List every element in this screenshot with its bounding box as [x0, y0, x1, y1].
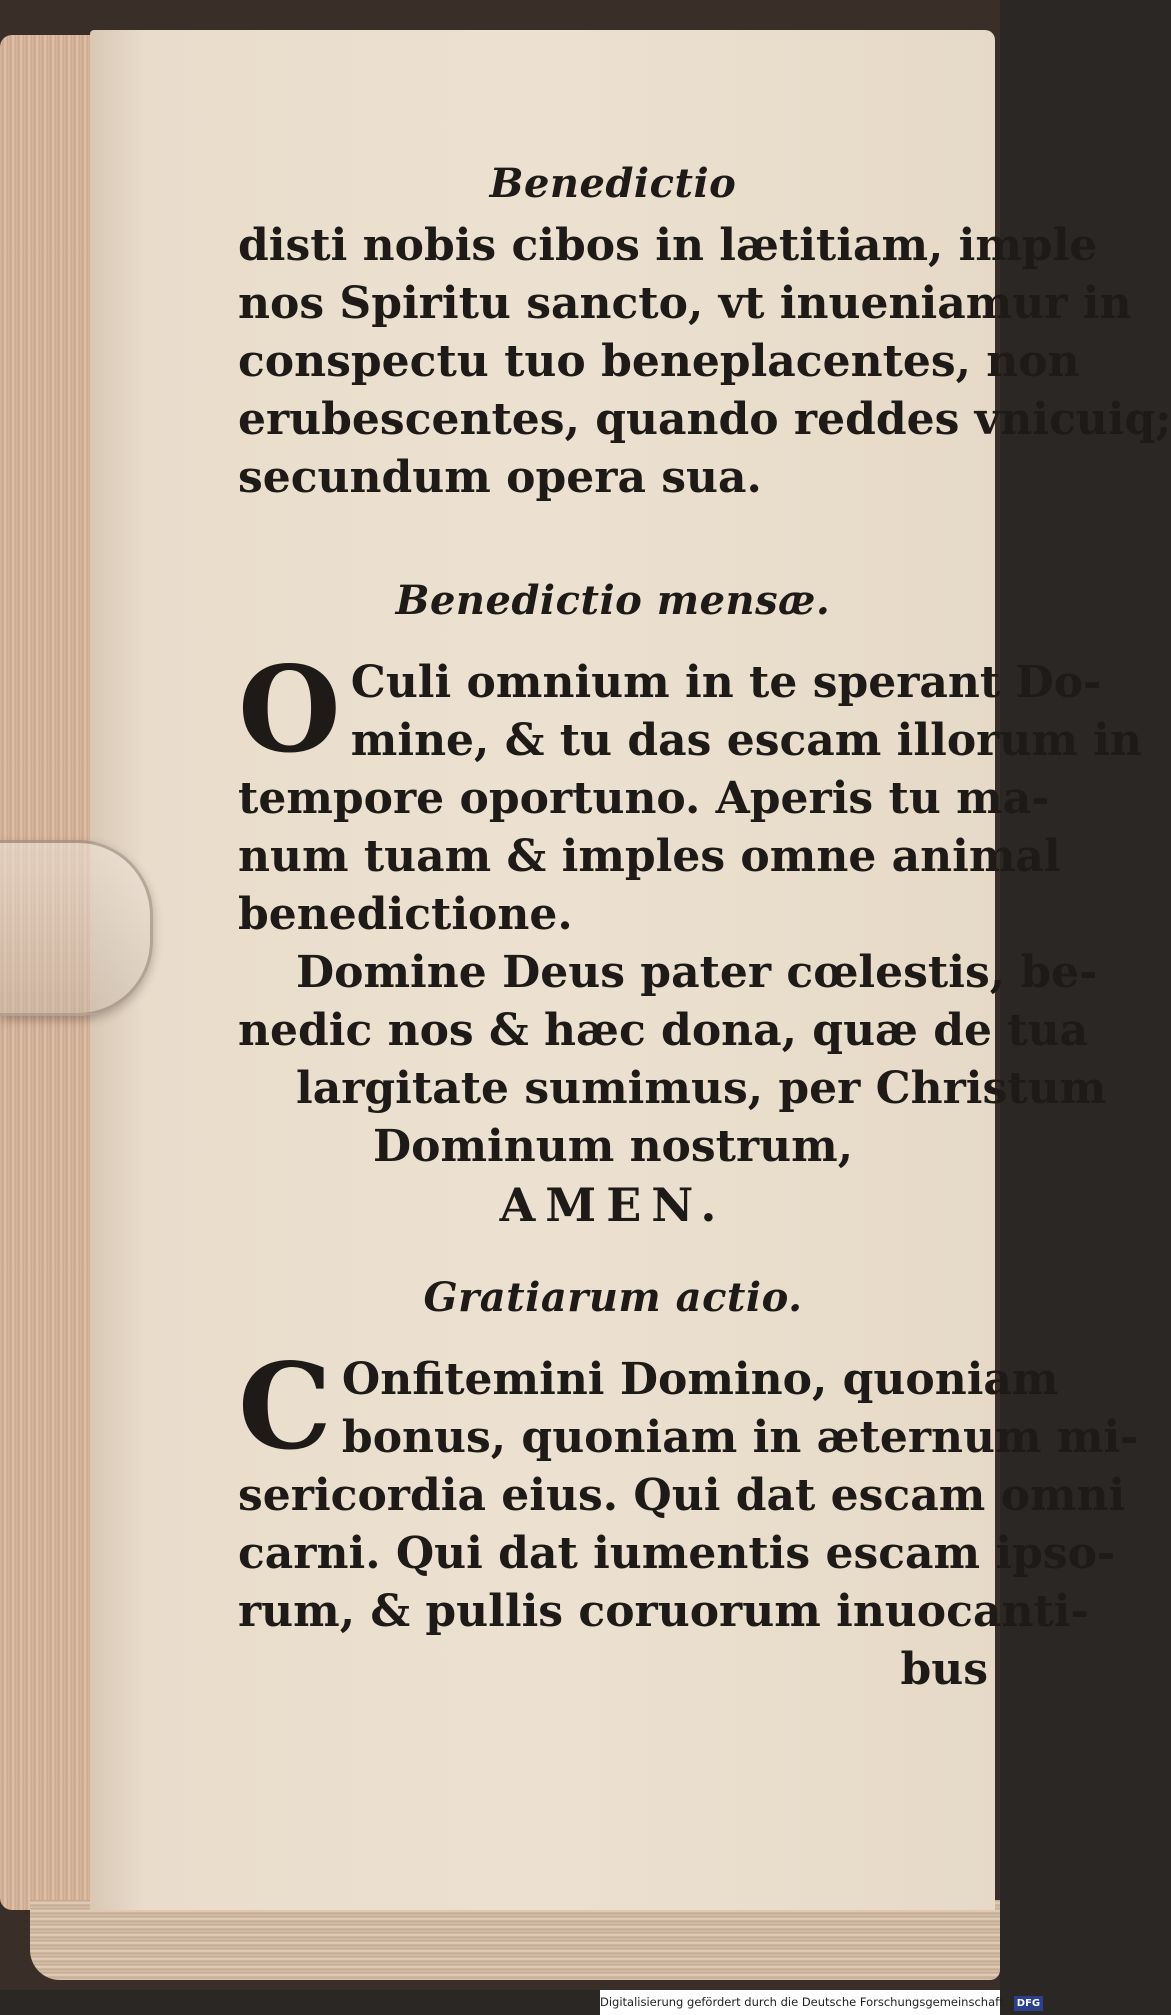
- heading-benedictio-mensae: Benedictio mensæ.: [395, 577, 831, 624]
- paragraph-3: [238, 944, 1107, 1234]
- text-line: carni. Qui dat iumentis escam ipso-: [238, 1528, 1116, 1579]
- paragraph-2: [238, 640, 1142, 944]
- text-line: largitate sumimus, per Christum: [296, 1063, 1107, 1114]
- text-line: secundum opera sua.: [238, 452, 762, 503]
- text-line: Dominum nostrum,: [372, 1121, 854, 1172]
- text-line: Domine Deus pater cœlestis, be-: [296, 947, 1098, 998]
- footer-text: Digitalisierung gefördert durch die Deutsche Forschungsgemeinschaft ·: [600, 1995, 1011, 2009]
- digitization-footer: [600, 1990, 1041, 2015]
- text-line: Culi omnium in te sperant Do-: [350, 657, 1102, 708]
- text-line: erubescentes, quando reddes vnicuiq;: [238, 394, 1171, 445]
- drop-cap: C: [238, 1337, 332, 1476]
- paragraph-1: [238, 217, 1171, 507]
- text-line: benedictione.: [238, 889, 573, 940]
- text-line: rum, & pullis coruorum inuocanti-: [238, 1586, 1089, 1637]
- text-line: tempore oportuno. Aperis tu ma-: [238, 773, 1050, 824]
- text-line: Onfitemini Domino, quoniam: [341, 1354, 1059, 1405]
- text-line: nedic nos & hæc dona, quæ de tua: [238, 1005, 1089, 1056]
- text-line: disti nobis cibos in lætitiam, imple: [238, 220, 1098, 271]
- text-line: conspectu tuo beneplacentes, non: [238, 336, 1080, 387]
- text-line: num tuam & imples omne animal: [238, 831, 1061, 882]
- page-text: [238, 160, 1171, 1699]
- catchword: bus: [900, 1644, 988, 1695]
- dfg-logo: DFG: [1014, 1996, 1043, 2011]
- drop-cap: O: [238, 640, 341, 779]
- page-clip: [0, 840, 153, 1016]
- text-line: bonus, quoniam in æternum mi-: [341, 1412, 1139, 1463]
- text-line: mine, & tu das escam illorum in: [350, 715, 1142, 766]
- text-line: sericordia eius. Qui dat escam omni: [238, 1470, 1126, 1521]
- paragraph-4: [238, 1337, 1139, 1699]
- heading-benedictio: Benedictio: [489, 160, 737, 207]
- bottom-page-edges: [30, 1900, 1000, 1980]
- heading-gratiarum-actio: Gratiarum actio.: [423, 1274, 803, 1321]
- text-line: nos Spiritu sancto, vt inueniamur in: [238, 278, 1132, 329]
- amen: AMEN.: [499, 1178, 727, 1232]
